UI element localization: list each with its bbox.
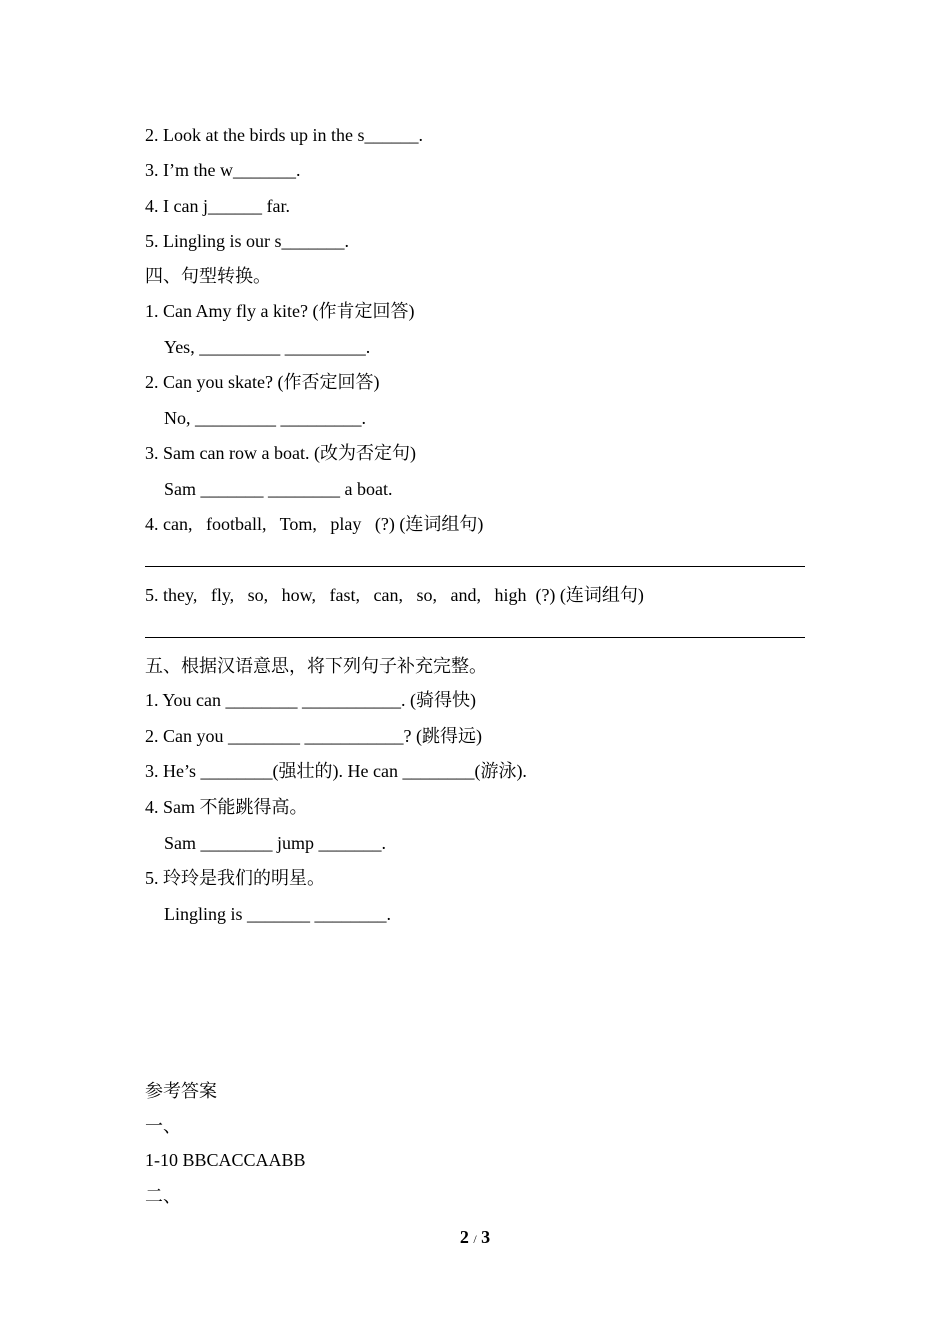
section5-answer-line-4: Sam ________ jump _______. (164, 833, 387, 853)
section5-question-2: 2. Can you ________ ___________? (跳得远) (145, 726, 482, 746)
section3-item-2: 2. Look at the birds up in the s______. (145, 125, 423, 145)
section5-heading: 五、根据汉语意思，将下列句子补充完整。 (145, 656, 487, 676)
section4-question-1: 1. Can Amy fly a kite? (作肯定回答) (145, 301, 415, 321)
answer-blank-rule (145, 637, 805, 638)
section4-answer-line-1: Yes, _________ _________. (164, 337, 371, 357)
answers-part-1-key: 1-10 BBCACCAABB (145, 1150, 306, 1170)
section5-question-4: 4. Sam 不能跳得高。 (145, 797, 308, 817)
section3-item-5: 5. Lingling is our s_______. (145, 231, 350, 251)
page-number (0, 1226, 950, 1250)
answers-heading: 参考答案 (145, 1081, 217, 1101)
page-number-separator: / (473, 1232, 477, 1246)
total-page-count: 3 (481, 1227, 491, 1247)
section4-heading: 四、句型转换。 (145, 266, 271, 286)
section5-question-1: 1. You can ________ ___________. (骑得快) (145, 690, 476, 710)
section4-question-2: 2. Can you skate? (作否定回答) (145, 372, 380, 392)
section3-item-4: 4. I can j______ far. (145, 196, 290, 216)
answer-blank-rule (145, 566, 805, 567)
section4-answer-line-2: No, _________ _________. (164, 408, 366, 428)
section4-question-3: 3. Sam can row a boat. (改为否定句) (145, 443, 416, 463)
current-page-number: 2 (459, 1227, 469, 1247)
section4-answer-line-3: Sam _______ ________ a boat. (164, 479, 393, 499)
section5-question-3: 3. He’s ________(强壮的). He can ________(游泳). (145, 761, 527, 781)
answers-part-1-heading: 一、 (145, 1116, 181, 1136)
section5-answer-line-5: Lingling is _______ ________. (164, 904, 392, 924)
section4-question-5: 5. they, fly, so, how, fast, can, so, and, high (?) (连词组句) (145, 585, 644, 605)
answers-part-2-heading: 二、 (145, 1186, 181, 1206)
section5-question-5: 5. 玲玲是我们的明星。 (145, 868, 325, 888)
section3-item-3: 3. I’m the w_______. (145, 160, 301, 180)
section4-question-4: 4. can, football, Tom, play (?) (连词组句) (145, 514, 484, 534)
